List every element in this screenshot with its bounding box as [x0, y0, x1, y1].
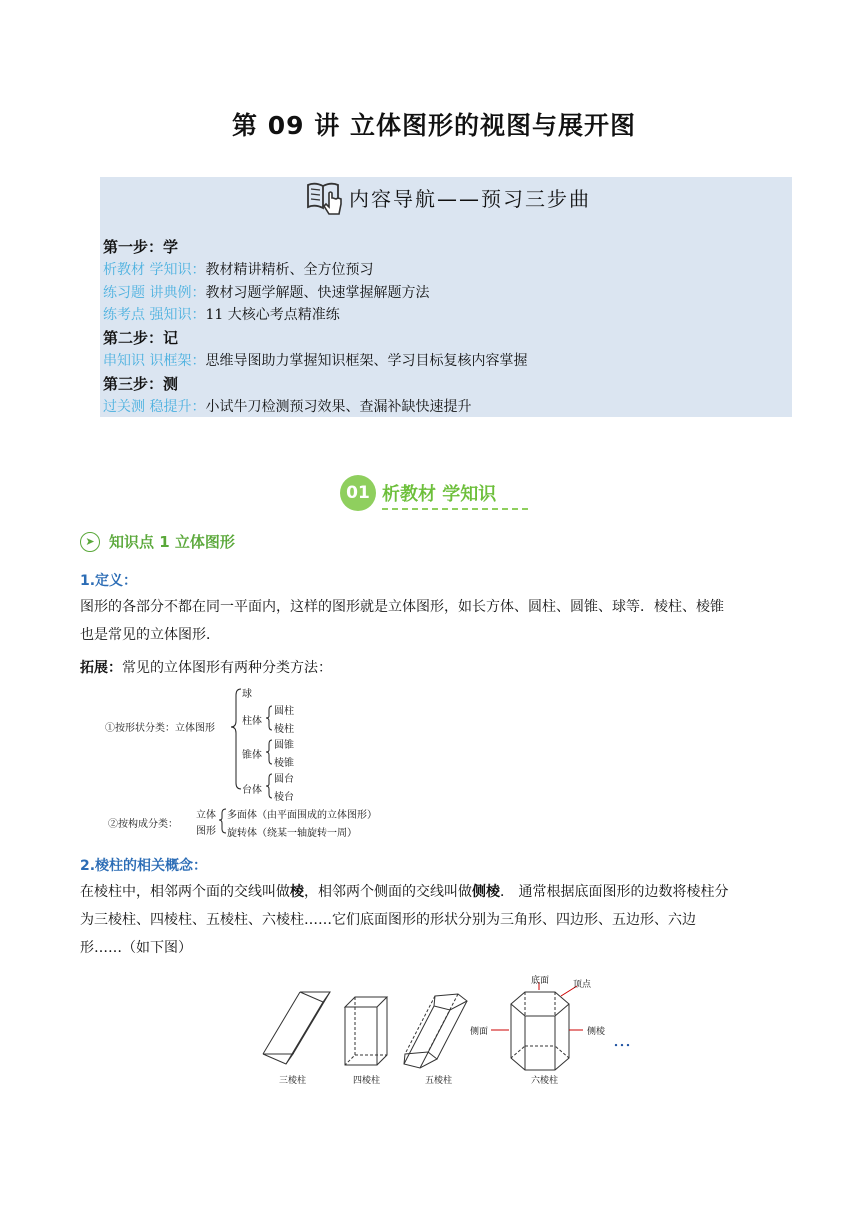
- prism-concept-heading: 2.棱柱的相关概念：: [80, 858, 208, 874]
- navigation-header-text: 内容导航——预习三步曲: [349, 186, 591, 211]
- navigation-steps: [103, 236, 527, 418]
- classify-cone: 圆锥: [274, 740, 294, 751]
- label-vertex: 顶点: [573, 980, 592, 990]
- step-3-label: 第三步：测: [103, 374, 179, 393]
- nav-line-2-text: 教材习题学解题、快速掌握解题方法: [205, 284, 430, 301]
- nav-line-3: [103, 304, 527, 327]
- section-badge: [340, 475, 496, 511]
- classify-cylinder: 圆柱: [274, 706, 294, 717]
- classify-cone-body: 锥体: [242, 750, 262, 761]
- classify-prism: 棱柱: [274, 724, 294, 735]
- extension-label: 拓展：: [80, 660, 122, 676]
- nav-line-4-label: 串知识 识框架：: [103, 352, 206, 369]
- caption-quadrangular-prism: 四棱柱: [353, 1076, 381, 1086]
- prism-concept-line-1: [80, 878, 792, 906]
- navigation-header: [305, 175, 591, 219]
- prism-figure: [255, 972, 635, 1090]
- prism-concept-text-2: ，相邻两个侧面的交线叫做: [304, 884, 472, 900]
- classify-frustum-body: 台体: [242, 785, 262, 796]
- classify-pyramid: 棱锥: [274, 758, 294, 769]
- classify-solid-b: 图形: [196, 826, 216, 837]
- classify-rotation-body: 旋转体（绕某一轴旋转一周）: [227, 828, 357, 839]
- nav-line-3-text: 11 大核心考点精准练: [205, 307, 340, 324]
- nav-line-2-label: 练习题 讲典例：: [103, 284, 206, 301]
- pentagonal-prism: [404, 994, 467, 1068]
- classify-column: 柱体: [242, 716, 262, 727]
- classify-cone-frustum: 圆台: [274, 774, 294, 785]
- page-title: 第 09 讲 立体图形的视图与展开图: [232, 111, 636, 140]
- knowledge-point-label: 知识点 1 立体图形: [109, 533, 235, 551]
- section-number: 01: [340, 475, 376, 511]
- nav-line-2: [103, 282, 527, 305]
- label-side-face: 侧面: [470, 1027, 489, 1037]
- term-edge: 棱: [290, 884, 304, 900]
- classify-pyramid-frustum: 棱台: [274, 792, 294, 803]
- arrow-right-icon: ➤: [80, 532, 100, 552]
- nav-line-5: [103, 396, 527, 419]
- nav-line-4-text: 思维导图助力掌握知识框架、学习目标复核内容掌握: [205, 352, 528, 369]
- classify-solid-a: 立体: [196, 810, 216, 821]
- term-side-edge: 侧棱: [472, 884, 500, 900]
- caption-hexagonal-prism: 六棱柱: [531, 1076, 559, 1086]
- prism-concept-text-1: 在棱柱中，相邻两个面的交线叫做: [80, 884, 290, 900]
- nav-line-1-label: 析教材 学知识：: [103, 261, 206, 278]
- extension-text: 常见的立体图形有两种分类方法：: [122, 660, 332, 676]
- book-pointer-icon: [305, 177, 345, 217]
- definition-paragraph: [80, 593, 792, 649]
- classify-polyhedron: 多面体（由平面围成的立体图形）: [227, 810, 377, 821]
- label-ellipsis: …: [613, 1030, 631, 1051]
- classify-by-shape-label: ①按形状分类：立体图形: [105, 723, 215, 734]
- prism-concept-line-2: 为三棱柱、四棱柱、五棱柱、六棱柱……它们底面图形的形状分别为三角形、四边形、五边形、六边: [80, 912, 696, 928]
- step-2-label: 第二步：记: [103, 329, 179, 348]
- knowledge-point-heading: [80, 531, 235, 552]
- section-underline: [382, 508, 528, 510]
- prism-concept-line-3: 形……（如下图）: [80, 940, 192, 956]
- nav-line-1-text: 教材精讲精析、全方位预习: [205, 261, 374, 278]
- definition-line-2: 也是常见的立体图形．: [80, 627, 220, 643]
- classify-ball: 球: [242, 689, 252, 700]
- nav-line-5-label: 过关测 稳提升：: [103, 398, 206, 415]
- section-label: 析教材 学知识: [382, 484, 497, 505]
- nav-line-5-text: 小试牛刀检测预习效果、查漏补缺快速提升: [205, 398, 472, 415]
- classify-by-composition-label: ②按构成分类：: [108, 819, 178, 830]
- triangular-prism: [263, 992, 330, 1064]
- definition-heading: 1.定义：: [80, 573, 138, 589]
- classification-diagram: [100, 683, 420, 843]
- extension-line: [80, 654, 792, 682]
- nav-line-1: [103, 259, 527, 282]
- nav-line-4: [103, 350, 527, 373]
- quadrangular-prism: [345, 997, 387, 1065]
- label-side-edge: 侧棱: [587, 1027, 606, 1037]
- definition-line-1: 图形的各部分不都在同一平面内，这样的图形就是立体图形，如长方体、圆柱、圆锥、球等．棱柱、棱锥: [80, 599, 724, 615]
- caption-pentagonal-prism: 五棱柱: [425, 1076, 453, 1086]
- caption-triangular-prism: 三棱柱: [279, 1076, 307, 1086]
- prism-concept-text-3: ． 通常根据底面图形的边数将棱柱分: [500, 884, 729, 900]
- hexagonal-prism: [491, 982, 583, 1070]
- prism-concept-paragraph: [80, 878, 792, 962]
- nav-line-3-label: 练考点 强知识：: [103, 307, 206, 324]
- step-1-label: 第一步：学: [103, 238, 179, 256]
- label-base-face: 底面: [531, 976, 550, 986]
